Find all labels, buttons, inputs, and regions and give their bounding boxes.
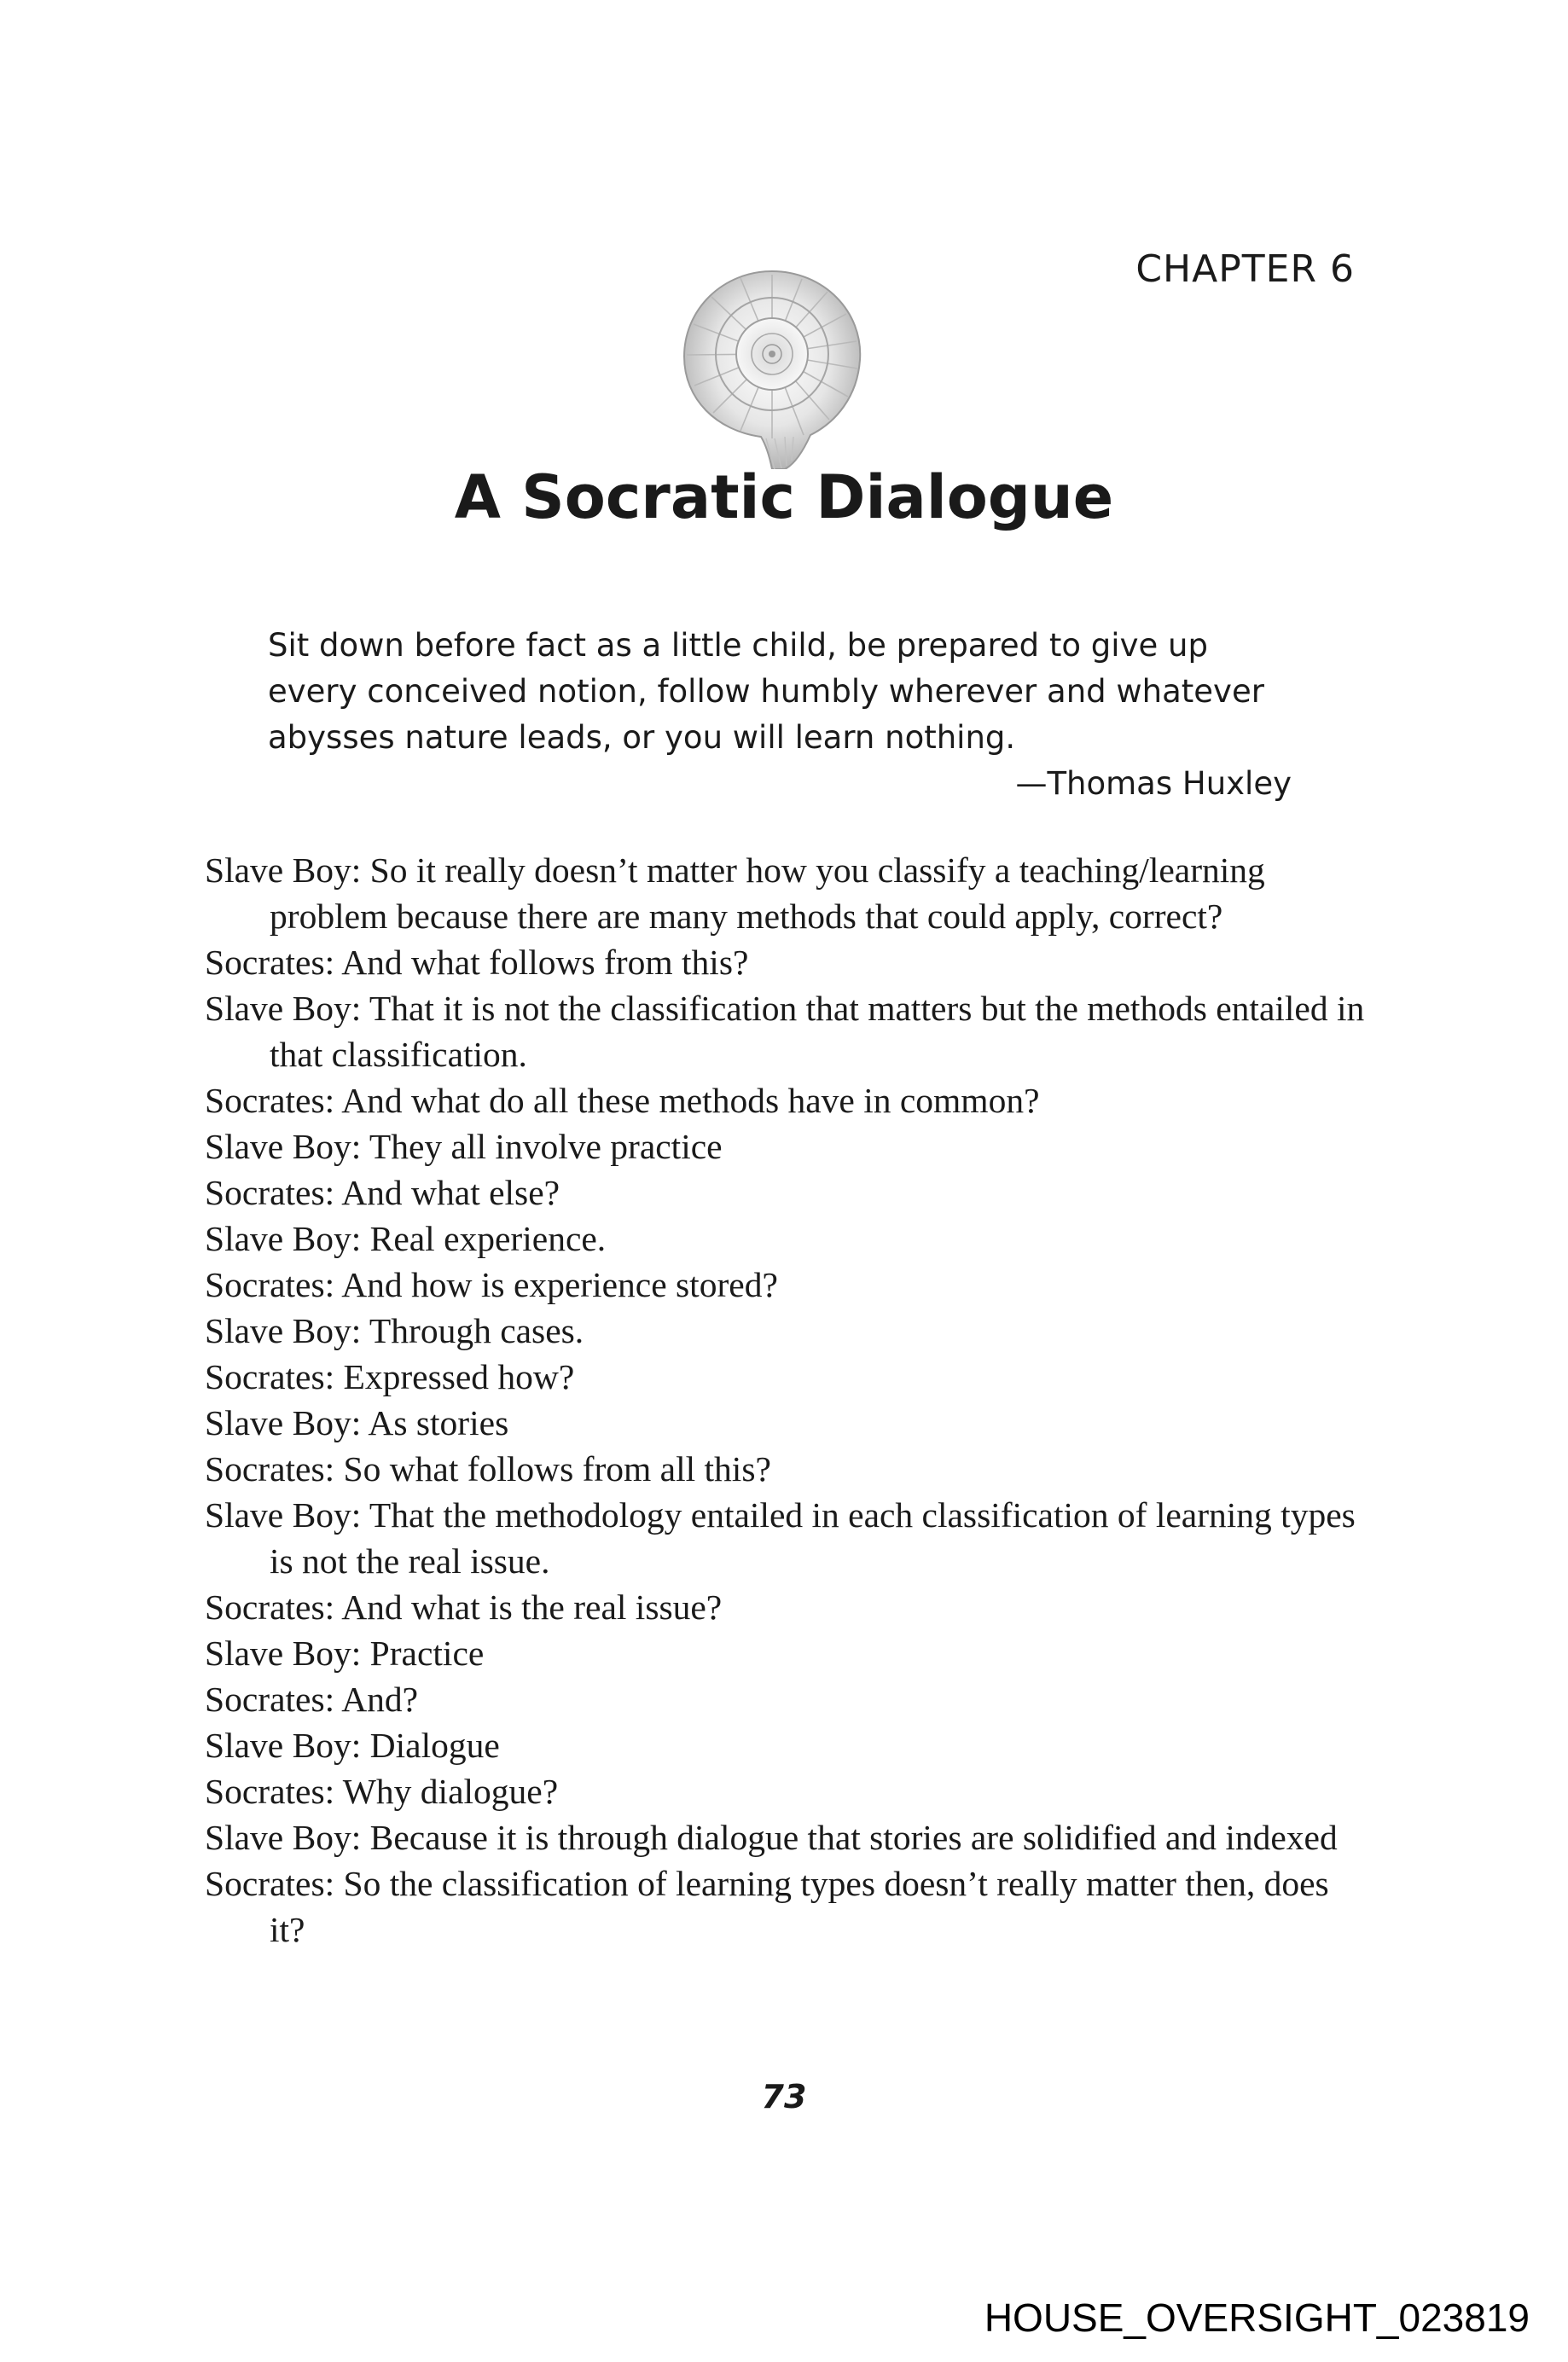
dialogue-line: Slave Boy: That the methodology entailed in each classification of learning types is not the real issue. <box>205 1495 1356 1581</box>
dialogue-line: Socrates: And what do all these methods have in common? <box>205 1081 1040 1120</box>
dialogue-line: Socrates: And what else? <box>205 1173 560 1212</box>
dialogue-line: Slave Boy: Real experience. <box>205 1219 607 1258</box>
epigraph <box>268 623 1292 807</box>
epigraph-attribution: —Thomas Huxley <box>1015 765 1292 802</box>
dialogue-line: Slave Boy: So it really doesn’t matter how you classify a teaching/learning problem because there are many methods that could apply, correct? <box>205 850 1265 936</box>
chapter-label: CHAPTER 6 <box>1135 247 1355 291</box>
dialogue-line: Socrates: And how is experience stored? <box>205 1265 778 1304</box>
dialogue-line: Slave Boy: That it is not the classification that matters but the methods entailed in that classification. <box>205 989 1365 1074</box>
epigraph-quote: Sit down before fact as a little child, be prepared to give up every conceived notion, follow humbly wherever and whatever abysses nature leads, or you will learn nothing. <box>268 627 1264 756</box>
bates-number: HOUSE_OVERSIGHT_023819 <box>984 2295 1530 2340</box>
dialogue-line: Slave Boy: Through cases. <box>205 1311 584 1350</box>
page-number: 73 <box>761 2078 807 2115</box>
dialogue-line: Socrates: So the classification of learning types doesn’t really matter then, does it? <box>205 1864 1329 1949</box>
dialogue <box>205 847 1365 1953</box>
dialogue-line: Slave Boy: As stories <box>205 1403 509 1442</box>
dialogue-line: Slave Boy: Practice <box>205 1634 485 1673</box>
dialogue-line: Slave Boy: They all involve practice <box>205 1127 723 1166</box>
dialogue-line: Socrates: And what follows from this? <box>205 943 749 982</box>
dialogue-line: Slave Boy: Dialogue <box>205 1726 500 1765</box>
dialogue-line: Socrates: And? <box>205 1680 419 1719</box>
dialogue-line: Socrates: Expressed how? <box>205 1357 575 1396</box>
ammonite-shell-icon <box>665 256 879 469</box>
page-title: A Socratic Dialogue <box>454 462 1114 532</box>
dialogue-line: Socrates: So what follows from all this? <box>205 1449 771 1489</box>
dialogue-line: Slave Boy: Because it is through dialogue that stories are solidified and indexed <box>205 1818 1338 1857</box>
dialogue-line: Socrates: And what is the real issue? <box>205 1587 723 1627</box>
dialogue-line: Socrates: Why dialogue? <box>205 1772 559 1811</box>
